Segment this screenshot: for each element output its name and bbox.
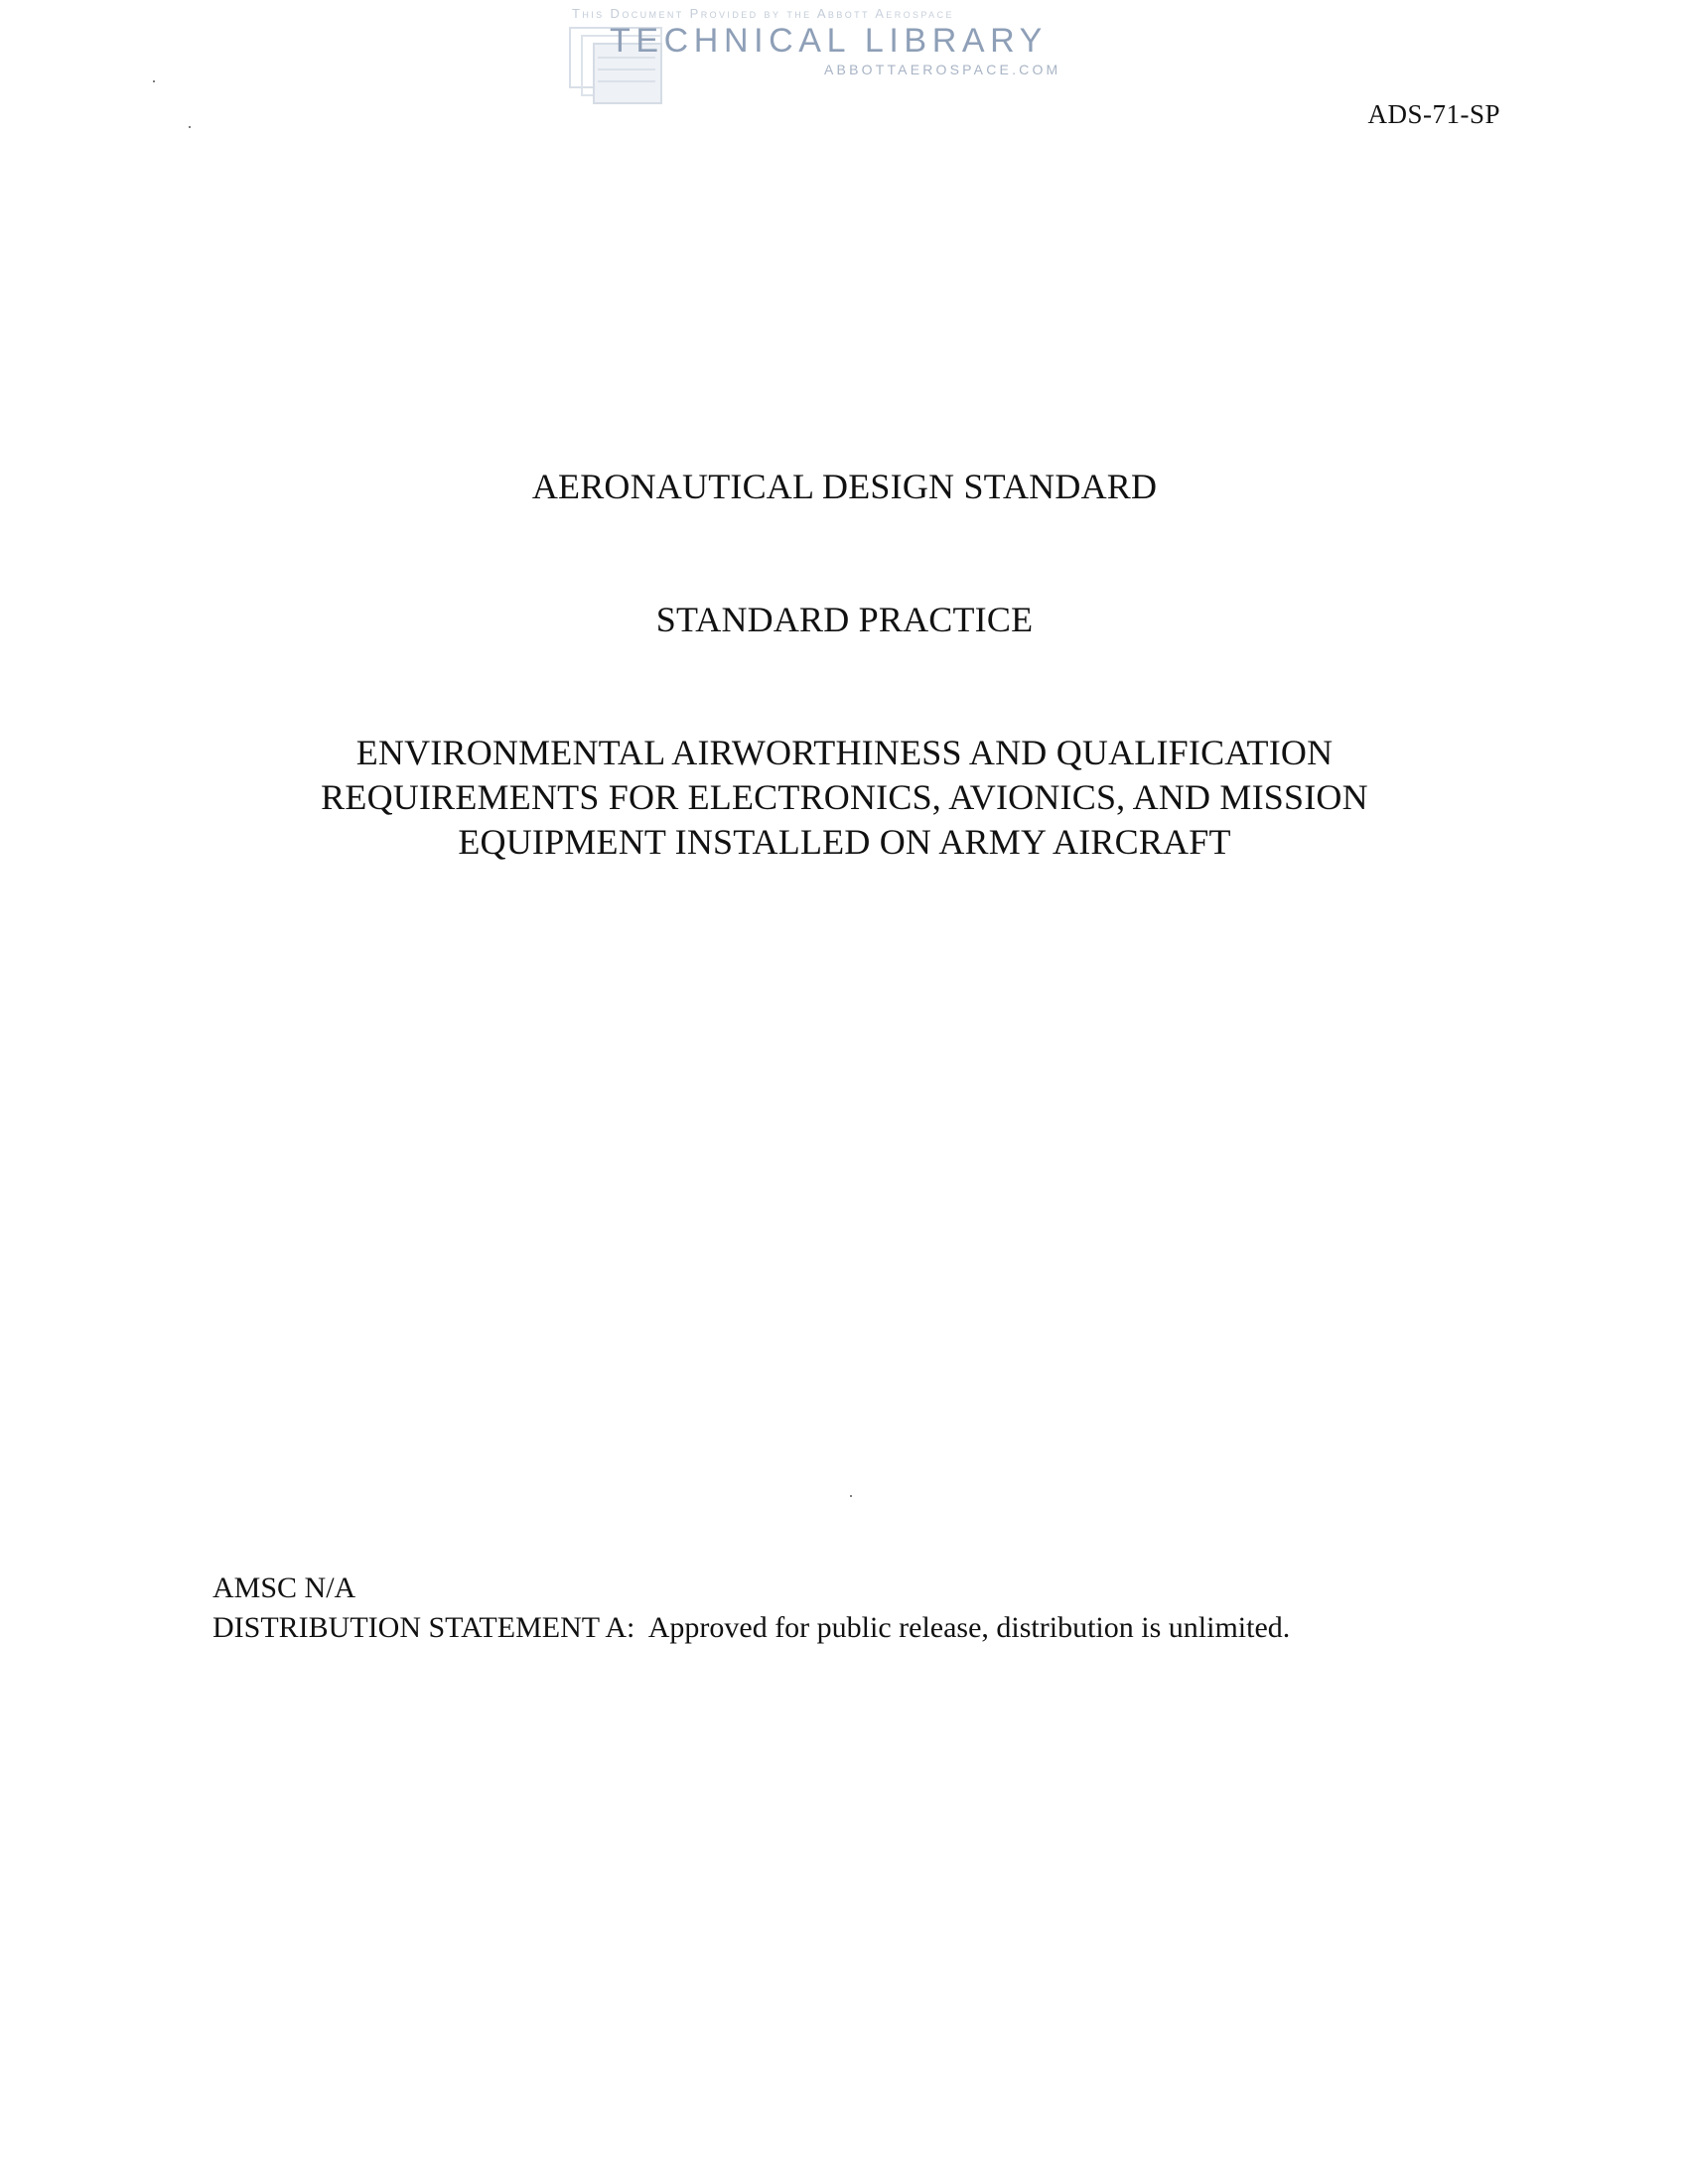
watermark-library-title: TECHNICAL LIBRARY [610, 22, 1048, 60]
amsc-line: AMSC N/A [212, 1571, 356, 1604]
main-title-line: ENVIRONMENTAL AIRWORTHINESS AND QUALIFICATION [355, 733, 1334, 772]
main-title-line: EQUIPMENT INSTALLED ON ARMY AIRCRAFT [458, 822, 1231, 862]
distribution-block [212, 1569, 1290, 1648]
main-title-line: REQUIREMENTS FOR ELECTRONICS, AVIONICS, AND MISSION [321, 777, 1368, 817]
standard-practice-heading: STANDARD PRACTICE [655, 600, 1034, 639]
scan-speck [189, 126, 191, 128]
main-title [0, 731, 1689, 865]
watermark-url: ABBOTTAEROSPACE.COM [824, 62, 1061, 77]
document-id: ADS-71-SP [1367, 99, 1500, 129]
design-standard-heading: AERONAUTICAL DESIGN STANDARD [531, 467, 1158, 506]
scan-speck [153, 80, 155, 82]
watermark-provided-by: This Document Provided by the Abbott Aerospace [572, 6, 954, 21]
scan-speck [850, 1495, 852, 1497]
watermark [568, 4, 1084, 113]
distribution-statement: DISTRIBUTION STATEMENT A: Approved for public release, distribution is unlimited. [212, 1611, 1291, 1644]
